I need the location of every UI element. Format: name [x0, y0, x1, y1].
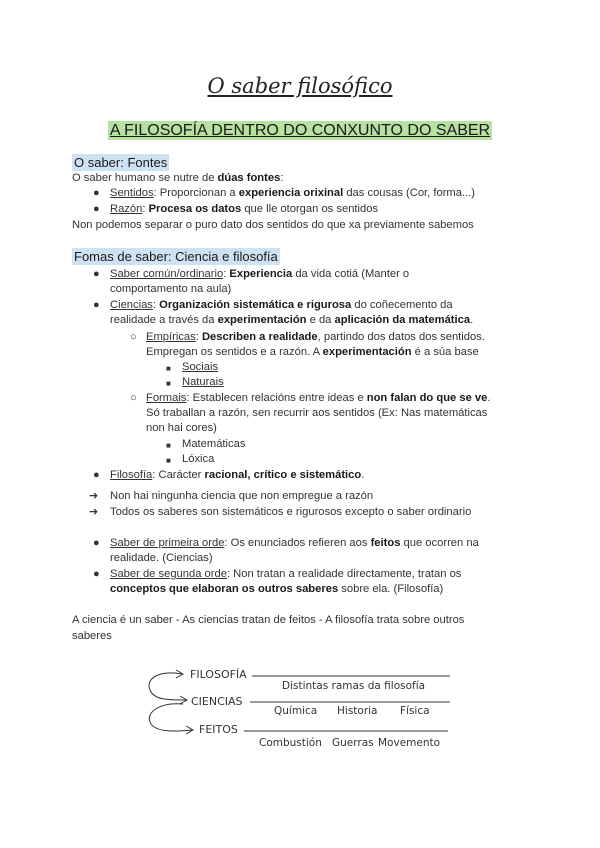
fontes-item-sentidos: Sentidos: Proporcionan a experiencia orixinal das cousas (Cor, forma...)	[110, 187, 476, 199]
feitos-item-movemento: Movemento	[378, 737, 441, 749]
bullet-icon: ●	[93, 203, 100, 215]
fontes-note: Non podemos separar o puro dato dos sentidos do que xa previamente sabemos	[72, 219, 474, 231]
saber-comun-line1: Saber común/ordinario: Experiencia da vida cotiá (Manter o	[110, 268, 410, 280]
empiricas-sub-sociais: Sociais	[182, 361, 219, 373]
bullet-icon: ●	[93, 187, 100, 199]
formais-line1: Formais: Establecen relacións entre ideas e non falan do que se ve.	[146, 392, 491, 404]
ciencias-item-historia: Historia	[337, 705, 378, 717]
circle-bullet-icon: ○	[130, 392, 137, 404]
arrow-note-1: Non hai ningunha ciencia que non empregue a razón	[110, 490, 374, 502]
square-bullet-icon: ■	[166, 441, 171, 450]
formais-line2: Só traballan a razón, sen recurrir aos sentidos (Ex: Nas matemáticas	[146, 407, 488, 419]
level-feitos: FEITOS	[199, 723, 238, 736]
arrow-right-icon: ➔	[89, 490, 99, 502]
summary-line2: saberes	[72, 630, 112, 642]
formas-heading: Fomas de saber: Ciencia e filosofía	[74, 249, 278, 264]
ciencias-line2: realidade a través da experimentación e da aplicación da matemática.	[110, 314, 474, 326]
primeira-orde-line2: realidade. (Ciencias)	[110, 552, 213, 564]
ciencias-item-quimica: Química	[274, 705, 318, 717]
level-ciencias: CIENCIAS	[191, 695, 243, 708]
level-filosofia: FILOSOFÍA	[190, 668, 247, 681]
empiricas-line1: Empíricas: Describen a realidade, partindo dos datos dos sentidos.	[146, 331, 485, 343]
square-bullet-icon: ■	[166, 379, 171, 388]
arrow-right-icon: ➔	[89, 506, 99, 518]
ciencias-line1: Ciencias: Organización sistemática e rigurosa do coñecemento da	[110, 299, 453, 311]
formais-sub-matematicas: Matemáticas	[182, 438, 246, 450]
fontes-item-razon: Razón: Procesa os datos que lle otorgan os sentidos	[110, 203, 379, 215]
bullet-icon: ●	[93, 537, 100, 549]
empiricas-line2: Empregan os sentidos e a razón. A experimentación é a súa base	[146, 346, 479, 358]
fontes-heading: O saber: Fontes	[74, 155, 168, 170]
arrow-note-2: Todos os saberes son sistemáticos e rigurosos excepto o saber ordinario	[110, 506, 472, 518]
bullet-icon: ●	[93, 568, 100, 580]
formais-sub-loxica: Lóxica	[182, 453, 215, 465]
main-heading-text: A FILOSOFÍA DENTRO DO CONXUNTO DO SABER	[109, 122, 491, 139]
filosofia-line: Filosofía: Carácter racional, crítico e sistemático.	[110, 469, 365, 481]
fontes-intro: O saber humano se nutre de dúas fontes:	[72, 172, 284, 184]
feitos-item-combustion: Combustión	[259, 737, 322, 749]
feitos-item-guerras: Guerras	[332, 737, 374, 749]
segunda-orde-line2: conceptos que elaboran os outros saberes sobre ela. (Filosofía)	[110, 583, 444, 595]
bullet-icon: ●	[93, 469, 100, 481]
primeira-orde-line1: Saber de primeira orde: Os enunciados refieren aos feitos que ocorren na	[110, 537, 479, 549]
bullet-icon: ●	[93, 299, 100, 311]
filosofia-desc: Distintas ramas da filosofía	[282, 680, 426, 692]
ciencias-item-fisica: Física	[400, 705, 430, 717]
square-bullet-icon: ■	[166, 456, 171, 465]
summary-line1: A ciencia é un saber - As ciencias tratan de feitos - A filosofía trata sobre outros	[72, 614, 465, 626]
empiricas-sub-naturais: Naturais	[182, 376, 224, 388]
segunda-orde-line1: Saber de segunda orde: Non tratan a realidade directamente, tratan os	[110, 568, 462, 580]
circle-bullet-icon: ○	[130, 331, 137, 343]
loop-lower	[149, 704, 192, 731]
saber-comun-line2: comportamento na aula)	[110, 283, 232, 295]
square-bullet-icon: ■	[166, 364, 171, 373]
page-title: O saber filosófico	[207, 74, 393, 98]
bullet-icon: ●	[93, 268, 100, 280]
formais-line3: non hai cores)	[146, 422, 217, 434]
